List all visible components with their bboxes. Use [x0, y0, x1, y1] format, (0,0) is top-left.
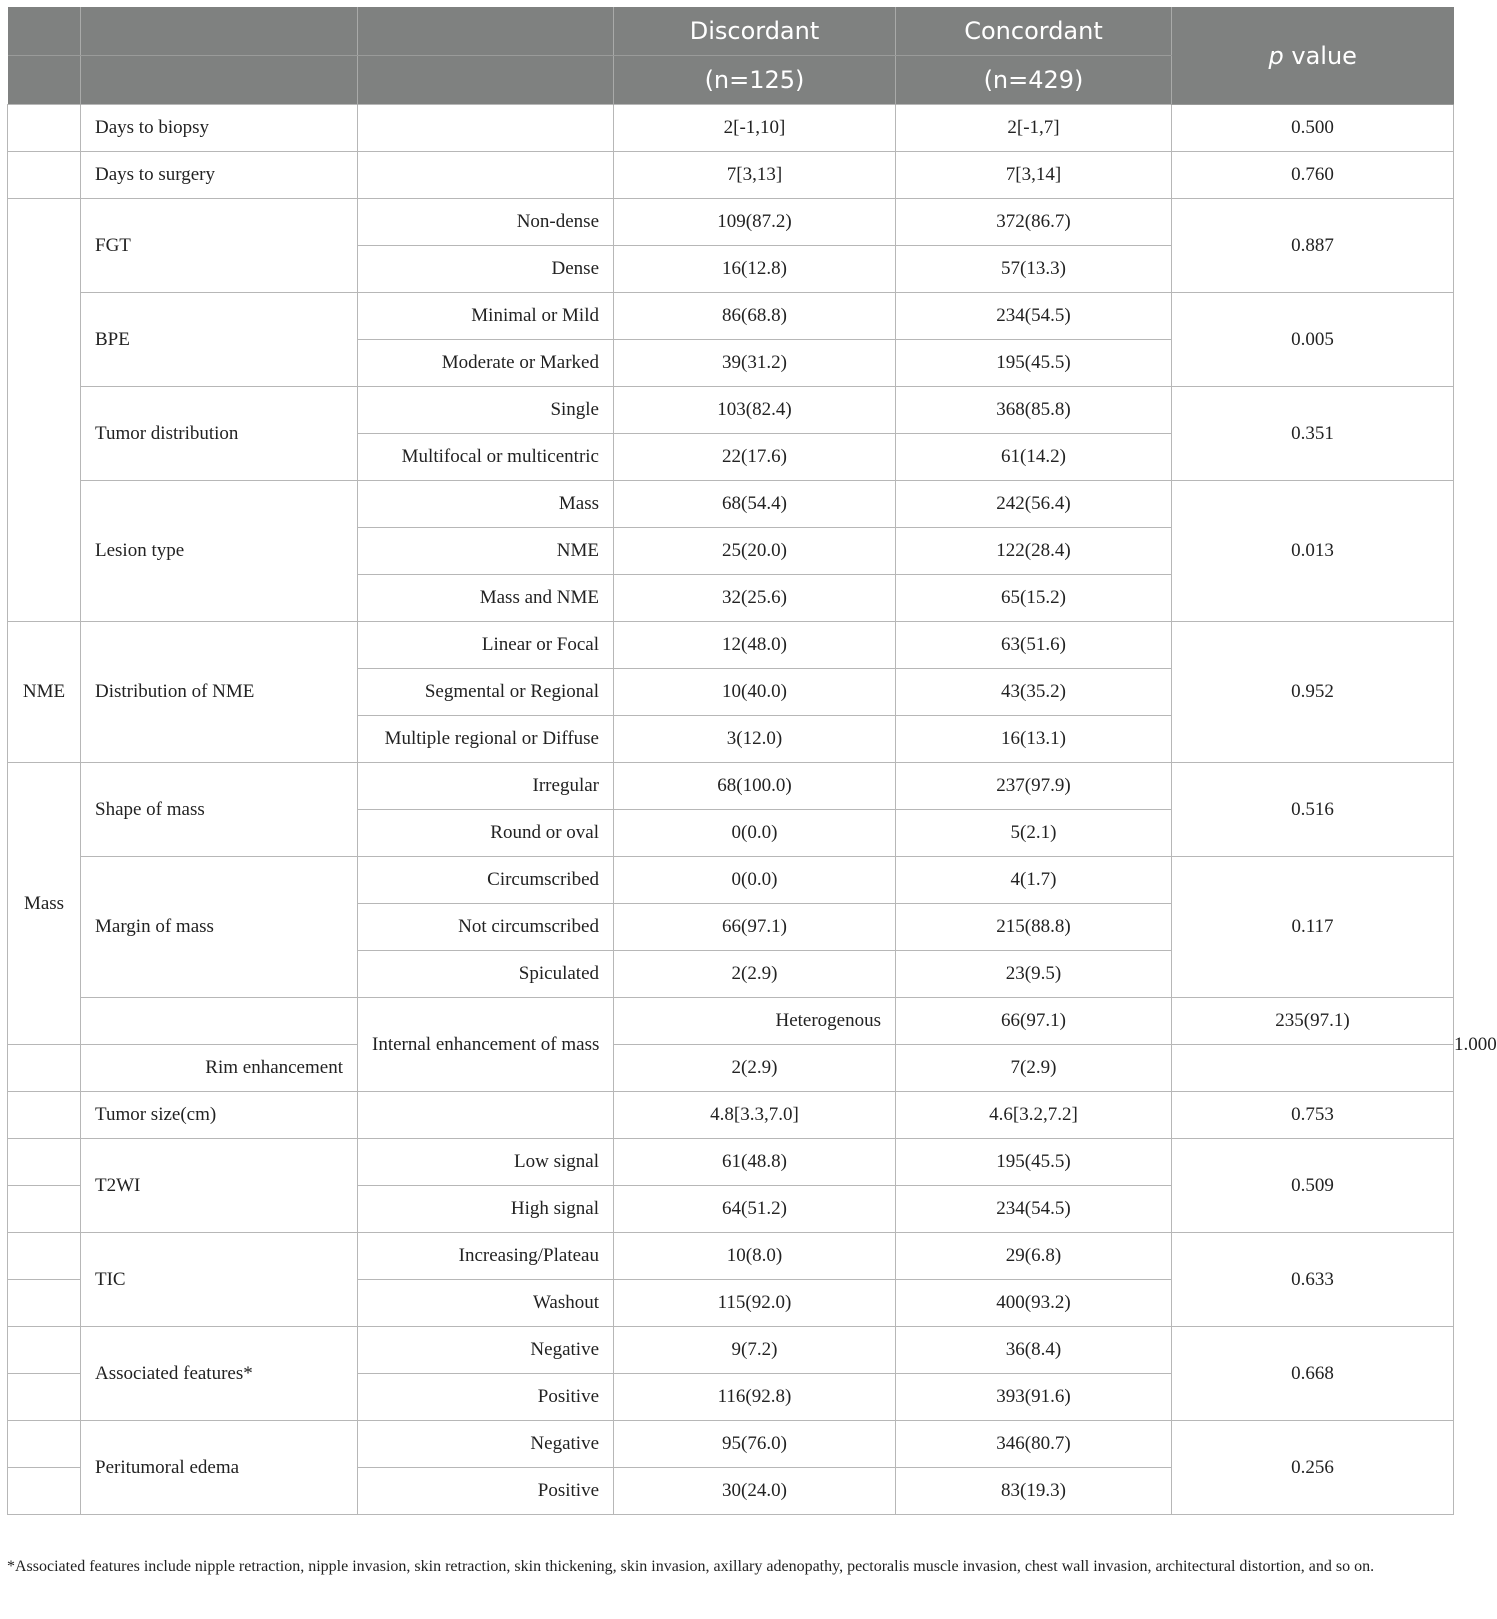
variable-cell: T2WI — [81, 1139, 358, 1233]
variable-cell: Margin of mass — [81, 857, 358, 998]
concordant-cell: 4.6[3.2,7.2] — [896, 1092, 1172, 1139]
concordant-cell: 23(9.5) — [896, 951, 1172, 998]
level-cell: Washout — [358, 1280, 614, 1327]
group-cell — [81, 998, 358, 1045]
variable-cell: Days to surgery — [81, 152, 358, 199]
concordant-cell: 242(56.4) — [896, 481, 1172, 528]
discordant-cell: 30(24.0) — [614, 1468, 896, 1515]
discordant-cell: 2(2.9) — [614, 1045, 896, 1092]
variable-cell: Tumor distribution — [81, 387, 358, 481]
discordant-cell: 109(87.2) — [614, 199, 896, 246]
concordant-cell: 235(97.1) — [1172, 998, 1454, 1045]
concordant-cell: 7[3,14] — [896, 152, 1172, 199]
concordant-cell: 65(15.2) — [896, 575, 1172, 622]
concordant-cell: 195(45.5) — [896, 1139, 1172, 1186]
discordant-cell: 68(54.4) — [614, 481, 896, 528]
discordant-cell: 0(0.0) — [614, 810, 896, 857]
concordant-cell: 7(2.9) — [896, 1045, 1172, 1092]
discordant-cell: 2(2.9) — [614, 951, 896, 998]
variable-cell: TIC — [81, 1233, 358, 1327]
discordant-cell: 4.8[3.3,7.0] — [614, 1092, 896, 1139]
group-cell: NME — [8, 622, 81, 763]
variable-cell: Shape of mass — [81, 763, 358, 857]
header-blank-1 — [8, 7, 81, 56]
header-p-rest: value — [1283, 41, 1357, 70]
level-cell — [358, 105, 614, 152]
group-cell — [8, 1421, 81, 1468]
table-row — [8, 1327, 1454, 1374]
discordant-cell: 0(0.0) — [614, 857, 896, 904]
discordant-cell: 22(17.6) — [614, 434, 896, 481]
level-cell: Multiple regional or Diffuse — [358, 716, 614, 763]
concordant-cell: 400(93.2) — [896, 1280, 1172, 1327]
p-value-cell: 0.952 — [1172, 622, 1454, 763]
group-cell — [8, 1233, 81, 1280]
p-value-cell: 0.753 — [1172, 1092, 1454, 1139]
p-value-cell: 0.760 — [1172, 152, 1454, 199]
table-row — [8, 152, 1454, 199]
variable-cell: Days to biopsy — [81, 105, 358, 152]
level-cell: Minimal or Mild — [358, 293, 614, 340]
table-row — [8, 622, 1454, 669]
p-value-cell: 0.005 — [1172, 293, 1454, 387]
concordant-cell: 43(35.2) — [896, 669, 1172, 716]
variable-cell: BPE — [81, 293, 358, 387]
discordant-cell: 68(100.0) — [614, 763, 896, 810]
level-cell: Single — [358, 387, 614, 434]
p-value-cell: 0.633 — [1172, 1233, 1454, 1327]
discordant-cell: 10(40.0) — [614, 669, 896, 716]
p-value-cell: 0.013 — [1172, 481, 1454, 622]
table-footnote: *Associated features include nipple retraction, nipple invasion, skin retraction, skin thickening, skin invasion, axillary adenopathy, pectoralis muscle invasion, chest wall invasion, architectural distortion, and so on. — [7, 1558, 1375, 1575]
level-cell: Positive — [358, 1468, 614, 1515]
concordant-cell: 57(13.3) — [896, 246, 1172, 293]
table-row: Internal enhancement of mass Heterogenous 66(97.1) 235(97.1) 1.000 — [8, 998, 1454, 1045]
table-row — [8, 481, 1454, 528]
variable-cell: Distribution of NME — [81, 622, 358, 763]
header-blank-4 — [8, 56, 81, 105]
concordant-cell: 63(51.6) — [896, 622, 1172, 669]
p-value-cell: 0.516 — [1172, 763, 1454, 857]
p-value-cell: 0.351 — [1172, 387, 1454, 481]
header-p-italic: p — [1268, 41, 1284, 70]
concordant-cell: 4(1.7) — [896, 857, 1172, 904]
table-row — [8, 763, 1454, 810]
variable-cell: Lesion type — [81, 481, 358, 622]
header-blank-5 — [81, 56, 358, 105]
discordant-cell: 64(51.2) — [614, 1186, 896, 1233]
level-cell: Circumscribed — [358, 857, 614, 904]
discordant-cell: 39(31.2) — [614, 340, 896, 387]
level-cell: High signal — [358, 1186, 614, 1233]
header-p-value — [1172, 7, 1454, 105]
discordant-cell: 25(20.0) — [614, 528, 896, 575]
p-value-cell: 0.256 — [1172, 1421, 1454, 1515]
discordant-cell: 66(97.1) — [896, 998, 1172, 1045]
variable-cell: FGT — [81, 199, 358, 293]
discordant-cell: 61(48.8) — [614, 1139, 896, 1186]
group-cell — [8, 1092, 81, 1139]
discordant-cell: 10(8.0) — [614, 1233, 896, 1280]
variable-cell: Tumor size(cm) — [81, 1092, 358, 1139]
level-cell: Positive — [358, 1374, 614, 1421]
discordant-cell: 7[3,13] — [614, 152, 896, 199]
level-cell: Heterogenous — [614, 998, 896, 1045]
level-cell: Low signal — [358, 1139, 614, 1186]
header-discordant: Discordant — [614, 7, 896, 56]
table-row — [8, 1139, 1454, 1186]
concordant-cell: 122(28.4) — [896, 528, 1172, 575]
variable-cell: Associated features* — [81, 1327, 358, 1421]
table-row — [8, 1045, 1454, 1092]
p-value-cell: 0.668 — [1172, 1327, 1454, 1421]
level-cell: Negative — [358, 1327, 614, 1374]
concordant-cell: 234(54.5) — [896, 293, 1172, 340]
concordant-cell: 16(13.1) — [896, 716, 1172, 763]
level-cell: Mass and NME — [358, 575, 614, 622]
discordant-cell: 32(25.6) — [614, 575, 896, 622]
discordant-cell: 12(48.0) — [614, 622, 896, 669]
concordant-cell: 5(2.1) — [896, 810, 1172, 857]
level-cell — [358, 152, 614, 199]
header-concordant: Concordant — [896, 7, 1172, 56]
discordant-cell: 9(7.2) — [614, 1327, 896, 1374]
header-blank-2 — [81, 7, 358, 56]
concordant-cell: 29(6.8) — [896, 1233, 1172, 1280]
concordant-cell: 83(19.3) — [896, 1468, 1172, 1515]
level-cell: Multifocal or multicentric — [358, 434, 614, 481]
group-cell — [8, 1186, 81, 1233]
concordant-cell: 2[-1,7] — [896, 105, 1172, 152]
concordant-cell: 215(88.8) — [896, 904, 1172, 951]
level-cell — [358, 1092, 614, 1139]
discordant-cell: 115(92.0) — [614, 1280, 896, 1327]
discordant-cell: 16(12.8) — [614, 246, 896, 293]
p-value-cell: 0.117 — [1172, 857, 1454, 998]
table-row — [8, 293, 1454, 340]
level-cell: Moderate or Marked — [358, 340, 614, 387]
table-container — [7, 7, 1497, 1515]
table-row — [8, 1233, 1454, 1280]
concordant-cell: 234(54.5) — [896, 1186, 1172, 1233]
level-cell: Non-dense — [358, 199, 614, 246]
p-value-cell: 0.500 — [1172, 105, 1454, 152]
table-row — [8, 105, 1454, 152]
discordant-cell: 86(68.8) — [614, 293, 896, 340]
concordant-cell: 372(86.7) — [896, 199, 1172, 246]
group-cell: Mass — [8, 763, 81, 1045]
discordant-cell: 95(76.0) — [614, 1421, 896, 1468]
level-cell: Increasing/Plateau — [358, 1233, 614, 1280]
group-cell — [8, 1374, 81, 1421]
level-cell: Segmental or Regional — [358, 669, 614, 716]
header-concordant-n: (n=429) — [896, 56, 1172, 105]
table-row — [8, 1421, 1454, 1468]
group-cell — [8, 1327, 81, 1374]
group-cell — [8, 152, 81, 199]
level-cell: Spiculated — [358, 951, 614, 998]
header-blank-6 — [358, 56, 614, 105]
level-cell: Round or oval — [358, 810, 614, 857]
variable-cell: Internal enhancement of mass — [358, 998, 614, 1092]
discordant-cell: 103(82.4) — [614, 387, 896, 434]
concordant-cell: 195(45.5) — [896, 340, 1172, 387]
concordant-cell: 368(85.8) — [896, 387, 1172, 434]
level-cell: Dense — [358, 246, 614, 293]
table-row — [8, 387, 1454, 434]
group-cell — [8, 1468, 81, 1515]
group-cell — [8, 105, 81, 152]
concordant-cell: 393(91.6) — [896, 1374, 1172, 1421]
level-cell: Not circumscribed — [358, 904, 614, 951]
concordant-cell: 36(8.4) — [896, 1327, 1172, 1374]
p-value-cell: 0.887 — [1172, 199, 1454, 293]
level-cell: Rim enhancement — [81, 1045, 358, 1092]
level-cell: Negative — [358, 1421, 614, 1468]
table-row — [8, 857, 1454, 904]
table-row — [8, 199, 1454, 246]
discordant-cell: 116(92.8) — [614, 1374, 896, 1421]
header-row-1 — [8, 7, 1454, 56]
level-cell: Mass — [358, 481, 614, 528]
header-blank-3 — [358, 7, 614, 56]
group-cell — [8, 1139, 81, 1186]
concordant-cell: 61(14.2) — [896, 434, 1172, 481]
concordant-cell: 237(97.9) — [896, 763, 1172, 810]
group-cell — [8, 1045, 81, 1092]
header-discordant-n: (n=125) — [614, 56, 896, 105]
discordant-cell: 2[-1,10] — [614, 105, 896, 152]
level-cell: Irregular — [358, 763, 614, 810]
group-cell — [8, 199, 81, 622]
discordant-cell: 3(12.0) — [614, 716, 896, 763]
data-table — [7, 7, 1497, 1515]
table-row — [8, 1092, 1454, 1139]
group-cell — [8, 1280, 81, 1327]
p-value-cell: 0.509 — [1172, 1139, 1454, 1233]
level-cell: NME — [358, 528, 614, 575]
variable-cell: Peritumoral edema — [81, 1421, 358, 1515]
concordant-cell: 346(80.7) — [896, 1421, 1172, 1468]
discordant-cell: 66(97.1) — [614, 904, 896, 951]
level-cell: Linear or Focal — [358, 622, 614, 669]
